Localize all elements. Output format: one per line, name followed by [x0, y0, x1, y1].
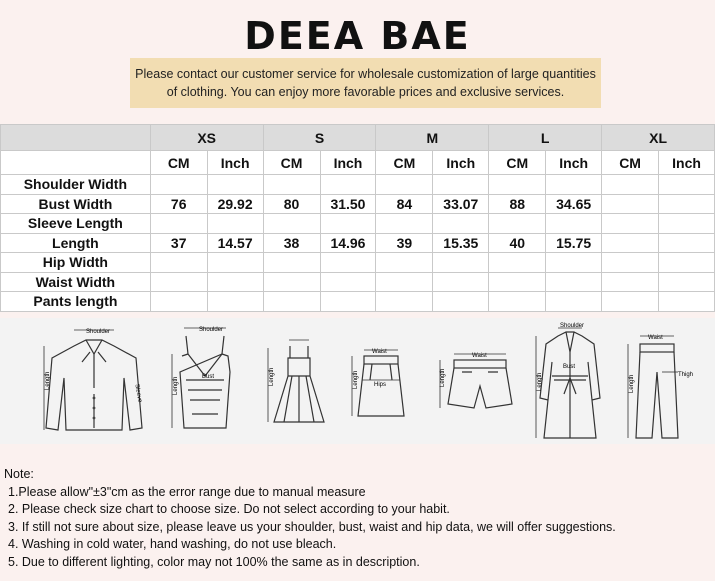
measurement-cell — [602, 175, 659, 195]
measurement-cell — [489, 272, 546, 292]
length-label: Length — [537, 372, 543, 391]
measurement-cell — [433, 272, 489, 292]
measurement-cell — [376, 175, 433, 195]
length-label: Length — [173, 376, 179, 395]
measurement-cell — [546, 292, 602, 312]
length-label: Length — [629, 374, 635, 393]
measurement-cell: 15.35 — [433, 233, 489, 253]
size-xl-header: XL — [602, 125, 715, 151]
unit-inch: Inch — [659, 151, 715, 175]
size-s-header: S — [263, 125, 376, 151]
measurement-cell — [602, 253, 659, 273]
measurement-cell: 29.92 — [207, 194, 263, 214]
measurement-cell: 38 — [263, 233, 320, 253]
measurement-cell — [433, 175, 489, 195]
row-label: Sleeve Length — [1, 214, 151, 234]
measurement-cell — [659, 233, 715, 253]
measurement-cell: 31.50 — [320, 194, 376, 214]
size-m-header: M — [376, 125, 489, 151]
size-row — [1, 272, 715, 292]
notes-title: Note: — [4, 467, 34, 481]
measurement-cell — [376, 292, 433, 312]
size-xs-header: XS — [150, 125, 263, 151]
wholesale-notice — [130, 58, 601, 108]
measurement-cell — [320, 292, 376, 312]
measurement-cell — [489, 175, 546, 195]
sleeve-label: Sleeve — [133, 383, 143, 403]
note-item-5: 5. Due to different lighting, color may not 100% the same as in description. — [8, 554, 420, 569]
row-label: Length — [1, 233, 151, 253]
measurement-cell — [433, 214, 489, 234]
coat-diagram — [530, 318, 608, 444]
size-row — [1, 233, 715, 253]
size-row — [1, 292, 715, 312]
brand-title: DEEA BAE — [244, 14, 471, 58]
notice-line-2: of clothing. You can enjoy more favorable prices and exclusive services. — [166, 85, 565, 99]
row-label: Hip Width — [1, 253, 151, 273]
measurement-cell — [659, 292, 715, 312]
length-label: Length — [45, 371, 51, 390]
measurement-cell: 40 — [489, 233, 546, 253]
shoulder-label: Shoulder — [86, 329, 111, 335]
dress-diagram — [262, 318, 328, 444]
measurement-cell — [150, 253, 207, 273]
size-row — [1, 214, 715, 234]
measurement-cell: 80 — [263, 194, 320, 214]
measurement-cell — [602, 194, 659, 214]
note-item-4: 4. Washing in cold water, hand washing, do not use bleach. — [8, 537, 337, 552]
measurement-cell — [207, 175, 263, 195]
waist-label: Waist — [372, 349, 387, 355]
size-row — [1, 253, 715, 273]
note-item-1: 1.Please allow"±3"cm as the error range due to manual measure — [8, 484, 366, 499]
measurement-cell — [546, 214, 602, 234]
measurement-cell — [659, 214, 715, 234]
hips-label: Hips — [374, 382, 387, 388]
measurement-cell — [320, 253, 376, 273]
measurement-cell: 33.07 — [433, 194, 489, 214]
measurement-cell: 84 — [376, 194, 433, 214]
note-item-2: 2. Please check size chart to choose size. Do not select according to your habit. — [8, 502, 450, 517]
measurement-cell — [602, 214, 659, 234]
measurement-cell — [150, 292, 207, 312]
unit-cm: CM — [263, 151, 320, 175]
measurement-cell — [320, 214, 376, 234]
size-row — [1, 194, 715, 214]
unit-cm: CM — [376, 151, 433, 175]
row-label: Pants length — [1, 292, 151, 312]
measurement-cell — [489, 214, 546, 234]
skirt-diagram — [344, 318, 412, 444]
pants-diagram — [616, 318, 696, 444]
corner-cell — [1, 125, 151, 151]
notice-line-1: Please contact our customer service for wholesale customization of large quantities — [135, 67, 596, 81]
measurement-diagrams — [0, 318, 715, 444]
row-label: Bust Width — [1, 194, 151, 214]
unit-inch: Inch — [433, 151, 489, 175]
blouse-diagram — [38, 318, 150, 444]
measurement-cell — [659, 175, 715, 195]
length-label: Length — [353, 370, 359, 389]
measurement-cell — [602, 272, 659, 292]
size-chart-table — [0, 124, 715, 312]
unit-header-row — [1, 151, 715, 175]
measurement-cell — [320, 175, 376, 195]
measurement-cell — [602, 292, 659, 312]
measurement-cell: 88 — [489, 194, 546, 214]
measurement-cell — [376, 272, 433, 292]
measurement-cell: 76 — [150, 194, 207, 214]
unit-cm: CM — [150, 151, 207, 175]
measurement-cell — [207, 272, 263, 292]
measurement-cell — [150, 214, 207, 234]
length-label: Length — [440, 368, 446, 387]
measurement-cell — [263, 214, 320, 234]
measurement-cell — [546, 253, 602, 273]
camisole-diagram — [164, 318, 246, 444]
unit-cm: CM — [489, 151, 546, 175]
measurement-cell — [659, 194, 715, 214]
row-label: Shoulder Width — [1, 175, 151, 195]
measurement-cell: 14.57 — [207, 233, 263, 253]
measurement-cell — [659, 272, 715, 292]
size-l-header: L — [489, 125, 602, 151]
measurement-cell: 34.65 — [546, 194, 602, 214]
measurement-cell — [320, 272, 376, 292]
measurement-cell — [376, 253, 433, 273]
measurement-cell — [433, 253, 489, 273]
shoulder-label: Shoulder — [199, 327, 224, 333]
measurement-cell — [207, 214, 263, 234]
row-label: Waist Width — [1, 272, 151, 292]
measurement-cell — [207, 292, 263, 312]
thigh-label: Thigh — [678, 372, 694, 378]
waist-label: Waist — [648, 335, 663, 341]
measurement-cell — [263, 272, 320, 292]
size-row — [1, 175, 715, 195]
size-header-row — [1, 125, 715, 151]
measurement-cell — [433, 292, 489, 312]
measurement-cell — [546, 175, 602, 195]
notes-section — [4, 466, 709, 572]
bust-label: Bust — [563, 364, 576, 370]
measurement-cell: 39 — [376, 233, 433, 253]
measurement-cell — [150, 175, 207, 195]
unit-cm: CM — [602, 151, 659, 175]
measurement-cell — [263, 292, 320, 312]
measurement-cell — [376, 214, 433, 234]
unit-inch: Inch — [320, 151, 376, 175]
unit-inch: Inch — [207, 151, 263, 175]
measurement-cell — [489, 253, 546, 273]
measurement-cell — [546, 272, 602, 292]
measurement-cell — [659, 253, 715, 273]
length-label: Length — [269, 367, 275, 386]
measurement-cell — [150, 272, 207, 292]
shoulder-label: Shoulder — [560, 323, 585, 329]
measurement-cell: 15.75 — [546, 233, 602, 253]
note-item-3: 3. If still not sure about size, please leave us your shoulder, bust, waist and hip data, we will offer suggestions. — [8, 519, 616, 534]
measurement-cell — [263, 175, 320, 195]
measurement-cell: 14.96 — [320, 233, 376, 253]
unit-inch: Inch — [546, 151, 602, 175]
measurement-cell: 37 — [150, 233, 207, 253]
unit-corner-cell — [1, 151, 151, 175]
waist-label: Waist — [472, 353, 487, 359]
bust-label: Bust — [202, 374, 215, 380]
measurement-cell — [207, 253, 263, 273]
measurement-cell — [602, 233, 659, 253]
shorts-diagram — [432, 318, 518, 444]
measurement-cell — [489, 292, 546, 312]
measurement-cell — [263, 253, 320, 273]
